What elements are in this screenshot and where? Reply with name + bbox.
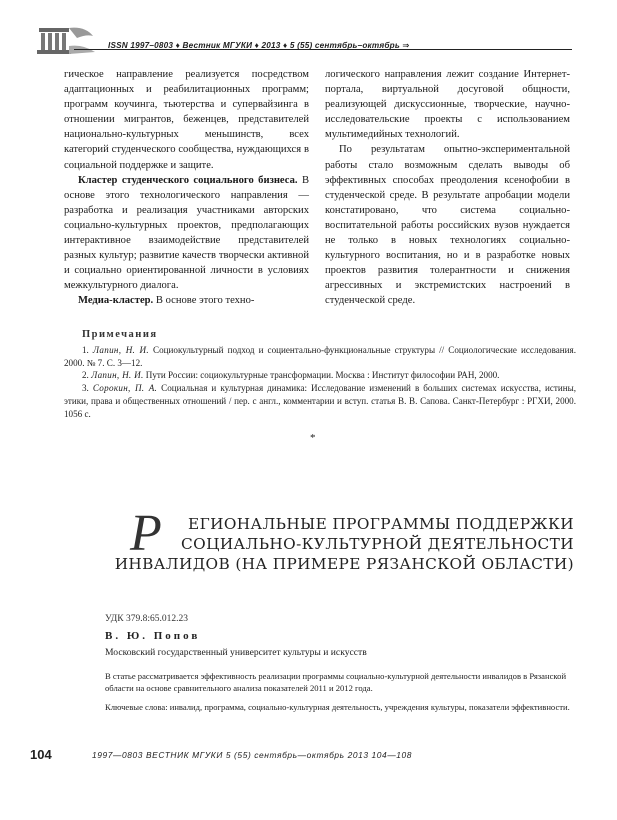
author-name: В. Ю. Попов bbox=[105, 630, 201, 642]
title-line: ИНВАЛИДОВ (НА ПРИМЕРЕ РЯЗАНСКОЙ ОБЛАСТИ) bbox=[114, 555, 574, 573]
note-text: Пути России: социокультурные трансформации. Москва : Институт философии РАН, 2000. bbox=[143, 370, 500, 381]
note-author: Лапин, Н. И. bbox=[91, 370, 144, 381]
note-item bbox=[64, 369, 576, 382]
author-affiliation: Московский государственный университет культуры и искусств bbox=[105, 647, 367, 658]
note-number: 3. bbox=[82, 383, 89, 394]
title-line: ЕГИОНАЛЬНЫЕ ПРОГРАММЫ ПОДДЕРЖКИ bbox=[188, 515, 574, 533]
note-item bbox=[64, 344, 576, 369]
paragraph bbox=[64, 293, 309, 308]
paragraph-body: В основе этого техно- bbox=[153, 295, 255, 307]
note-text: Социокультурный подход и социентально-функциональные структуры // Социологические исследования. 2000. № 7. С. 3—12. bbox=[64, 345, 576, 368]
paragraph bbox=[64, 173, 309, 294]
title-line: СОЦИАЛЬНО-КУЛЬТУРНОЙ ДЕЯТЕЛЬНОСТИ bbox=[181, 535, 574, 553]
paragraph: гическое направление реализуется посредством адаптационных и реабилитационных программ; программ коучинга, тьютерства и супервайзинга в отношении мигрантов, беженцев, представителей национально-культурных меньшинств, всех категорий студенческого сообщества, нуждающихся в социальной поддержке и защите. bbox=[64, 69, 309, 171]
journal-logo-icon bbox=[33, 22, 99, 58]
note-author: Сорокин, П. А. bbox=[92, 383, 158, 394]
notes-heading: Примечания bbox=[82, 329, 158, 340]
udk-code: УДК 379.8:65.012.23 bbox=[105, 614, 188, 624]
paragraph-body: В основе этого технологического направления — разработка и реализация участниками авторских социально-культурных проектов, предполагающих интерактивное взаимодействие представителей разных культур; развитие качеств творчески активной и социально ориентированной личности в условиях межкультурного диалога. bbox=[64, 174, 310, 292]
running-header: ISSN 1997–0803 ♦ Вестник МГУКИ ♦ 2013 ♦ 5 (55) сентябрь–октябрь ⇒ bbox=[108, 41, 410, 50]
paragraph-lead: Кластер студенческого социального бизнеса. bbox=[78, 174, 298, 186]
note-number: 2. bbox=[82, 370, 89, 381]
article-keywords: Ключевые слова: инвалид, программа, социально-культурная деятельность, учреждения культуры, показатели эффективности. bbox=[105, 702, 570, 712]
note-number: 1. bbox=[82, 345, 89, 355]
left-column bbox=[64, 67, 309, 309]
note-text: Социальная и культурная динамика: Исследование изменений в больших системах искусства, истины, этики, права и общественных отношений / пер. с англ., комментарии и вступ. статья В. В. Сапова. Санкт-Петербург : РГХИ, 2000. 1056 с. bbox=[64, 383, 576, 419]
right-column bbox=[325, 67, 570, 309]
title-dropcap: Р bbox=[130, 505, 162, 562]
page-number: 104 bbox=[30, 747, 52, 762]
notes-list bbox=[64, 344, 576, 420]
paragraph: По результатам опытно-экспериментальной работы стало возможным сделать выводы об эффективных способах преодоления ксенофобии в студенческой среде. В результате апробации модели констатировано, что система социально-воспитательной работы российских вузов нуждается не только в новых технологиях социально-культурного воспитания, но и в разработке новых проектов развития толерантности и снижения агрессивных и экстремистских настроений в студенческой среде. bbox=[325, 144, 570, 307]
running-footer: 1997—0803 ВЕСТНИК МГУКИ 5 (55) сентябрь—октябрь 2013 104—108 bbox=[92, 750, 413, 760]
note-item bbox=[64, 382, 576, 420]
note-author: Лапин, Н. И. bbox=[92, 345, 149, 355]
paragraph-lead: Медиа-кластер. bbox=[78, 295, 154, 307]
article-abstract: В статье рассматривается эффективность реализации программы социально-культурной деятельности инвалидов в Рязанской области на основе сравнительного анализа показателей 2011 и 2012 года. bbox=[105, 671, 567, 693]
section-separator: * bbox=[310, 432, 316, 444]
article-title bbox=[84, 505, 574, 574]
paragraph: логического направления лежит создание Интернет-портала, виртуальной досуговой общности, реализующей дискуссионные, творческие, научно-исследовательские проекты с использованием мультимедийных технологий. bbox=[325, 69, 570, 141]
